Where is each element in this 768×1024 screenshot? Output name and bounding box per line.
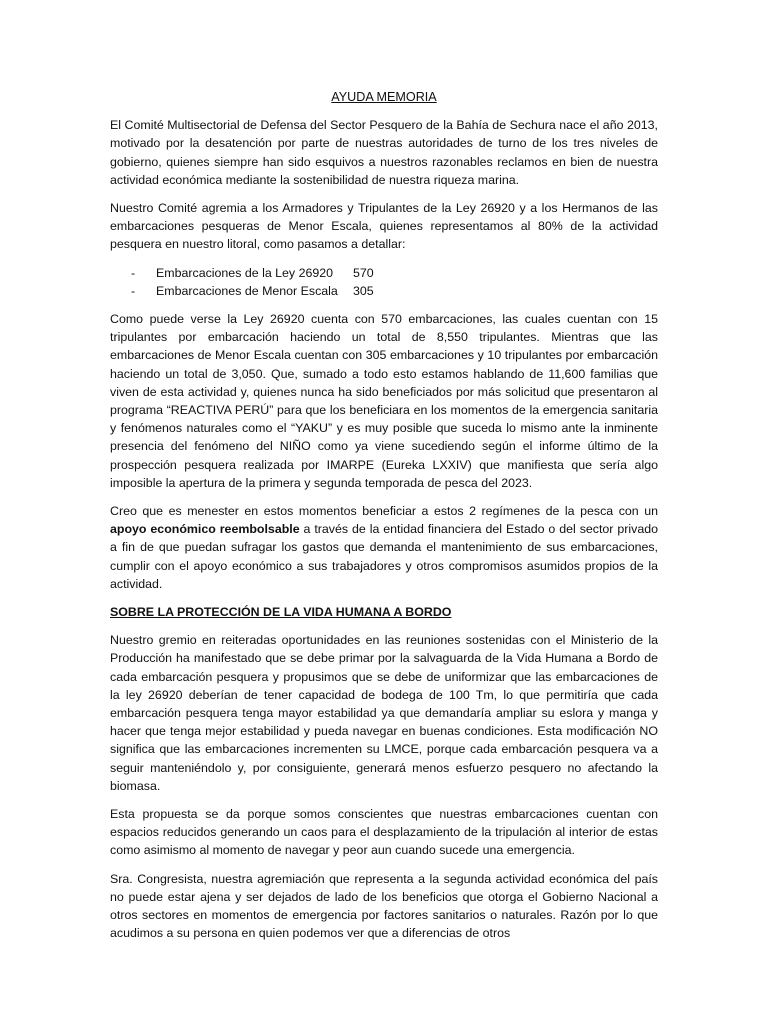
document-title: AYUDA MEMORIA (331, 90, 437, 104)
paragraph-vessel-details: Como puede verse la Ley 26920 cuenta con 570 embarcaciones, las cuales cuentan con 15 tripulantes por embarcación haciendo un total de 8,550 tripulantes. Mientras que las embarcaciones de Menor Escala cuentan con 305 embarcaciones y 10 tripulantes por embarcación haciendo un total de 3,050. Que, sumado a todo esto estamos hablando de 11,600 familias que viven de esta actividad y, quienes nunca ha sido beneficiados por más solicitud que presentaron al programa “REACTIVA PERÚ” para que los beneficiara en los momentos de la emergencia sanitaria y fenómenos naturales como el “YAKU” y es muy posible que suceda lo mismo ante la inminente presencia del fenómeno del NIÑO como ya viene sucediendo según el informe último de la prospección pesquera realizada por IMARPE (Eureka LXXIV) que manifiesta que sería algo imposible la apertura de la primera y segunda temporada de pesca del 2023. (110, 312, 658, 490)
paragraph-committee-origin: El Comité Multisectorial de Defensa del Sector Pesquero de la Bahía de Sechura nace el año 2013, motivado por la desatención por parte de nuestras autoridades de turno de los tres niveles de gobierno, quienes siempre han sido esquivos a nuestros razonables reclamos en bien de nuestra actividad económica mediante la sostenibilidad de nuestra riqueza marina. (110, 118, 658, 187)
list-item-value: 570 (353, 265, 374, 280)
paragraph-safety-proposal: Nuestro gremio en reiteradas oportunidades en las reuniones sostenidas con el Ministerio de la Producción ha manifestado que se debe primar por la salvaguarda de la Vida Humana a Bordo de cada embarcación pesquera y propusimos que se debe de uniformizar que las embarcaciones de la ley 26920 deberían de tener capacidad de bodega de 100 Tm, lo que permitiría que cada embarcación pesquera tenga mayor estabilidad ya que demandaría ampliar su eslora y manga y hacer que tenga mejor estabilidad y pueda navegar en buenas condiciones. Esta modificación NO significa que las embarcaciones incrementen su LMCE, porque cada embarcación pesquera va a seguir manteniéndolo y, por consiguiente, generará menos esfuerzo pesquero no afectando la biomasa. (110, 633, 658, 793)
paragraph-text: Creo que es menester en estos momentos beneficiar a estos 2 regímenes de la pesca con un (110, 504, 658, 519)
paragraph-economic-support (110, 502, 658, 593)
bold-phrase: apoyo económico reembolsable (110, 522, 300, 537)
list-bullet: - (131, 265, 136, 280)
document-page (110, 88, 658, 953)
list-item-label: Embarcaciones de Menor Escala (156, 283, 338, 298)
paragraph-text: a través de la entidad financiera del Estado o del sector privado a fin de que puedan sufragar los gastos que demanda el mantenimiento de sus embarcaciones, cumplir con el apoyo económico a sus trabajadores y otros compromisos asumidos propios de la actividad. (110, 522, 658, 591)
section-heading: SOBRE LA PROTECCIÓN DE LA VIDA HUMANA A BORDO (110, 605, 452, 620)
list-bullet: - (131, 283, 136, 298)
paragraph-committee-members: Nuestro Comité agremia a los Armadores y Tripulantes de la Ley 26920 y a los Hermanos de las embarcaciones pesqueras de Menor Escala, quienes representamos al 80% de la actividad pesquera en nuestro litoral, como pasamos a detallar: (110, 201, 658, 252)
list-item (110, 264, 658, 282)
list-item-value: 305 (353, 283, 374, 298)
list-item-label: Embarcaciones de la Ley 26920 (156, 265, 334, 280)
vessel-count-list (110, 264, 658, 300)
list-item (110, 282, 658, 300)
paragraph-reduced-space: Esta propuesta se da porque somos conscientes que nuestras embarcaciones cuentan con espacios reducidos generando un caos para el desplazamiento de la tripulación al interior de estas como asimismo al momento de navegar y peor aun cuando sucede una emergencia. (110, 807, 658, 858)
paragraph-congress-appeal: Sra. Congresista, nuestra agremiación que representa a la segunda actividad económica del país no puede estar ajena y ser dejados de lado de los beneficios que otorga el Gobierno Nacional a otros sectores en momentos de emergencia por factores sanitarios o naturales. Razón por lo que acudimos a su persona en quien podemos ver que a diferencias de otros (110, 871, 658, 941)
